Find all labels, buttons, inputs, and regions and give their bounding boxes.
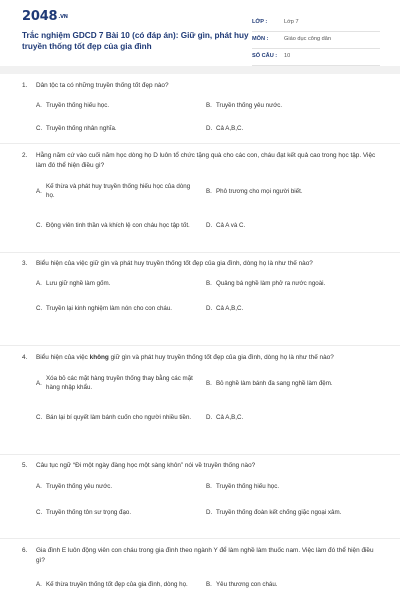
option-letter: D. xyxy=(206,413,213,421)
option-a[interactable] xyxy=(36,279,206,288)
option-row xyxy=(36,97,377,113)
option-letter: A. xyxy=(36,187,42,195)
question-text: Câu tục ngữ “Đi một ngày đàng học một sàng khôn” nói về truyền thống nào? xyxy=(36,462,256,469)
option-text: Động viên tinh thần và khích lệ con cháu học tập tốt. xyxy=(46,221,190,229)
option-d[interactable] xyxy=(206,304,376,313)
site-logo[interactable] xyxy=(22,9,68,24)
question-stem xyxy=(22,353,377,363)
option-row xyxy=(36,177,377,205)
option-letter: C. xyxy=(36,413,43,421)
option-letter: B. xyxy=(206,101,212,109)
question-text xyxy=(36,353,377,363)
option-letter: A. xyxy=(36,580,42,588)
meta-value: 10 xyxy=(284,53,291,59)
option-c[interactable] xyxy=(36,413,206,422)
option-b[interactable] xyxy=(206,379,376,388)
option-letter: B. xyxy=(206,187,212,195)
meta-row-subject xyxy=(252,32,380,49)
option-text: Truyền thống đoàn kết chống giặc ngoại xâm. xyxy=(216,508,342,516)
option-a[interactable] xyxy=(36,482,206,491)
option-text: Truyền thống hiếu học. xyxy=(216,482,280,490)
question-stem xyxy=(22,151,377,171)
option-d[interactable] xyxy=(206,413,376,422)
option-text: Lưu giữ nghề làm gốm. xyxy=(46,279,111,287)
option-row xyxy=(36,295,377,321)
question-separator xyxy=(0,538,400,539)
option-b[interactable] xyxy=(206,482,376,491)
question-separator xyxy=(0,454,400,455)
question-text-before: Biểu hiện của việc xyxy=(36,354,90,361)
option-row xyxy=(36,211,377,239)
option-row xyxy=(36,403,377,431)
logo-suffix: .VN xyxy=(58,13,68,20)
question-text: Gia đình E luôn động viên con cháu trong gia đình theo ngành Y để làm nghề làm thuốc nam. Việc làm đó thể hiện điều gì? xyxy=(36,547,374,564)
meta-label: SỐ CÂU : xyxy=(252,53,278,59)
question-number: 3. xyxy=(22,260,28,267)
option-a[interactable] xyxy=(36,101,206,110)
meta-value: Lớp 7 xyxy=(284,19,299,25)
option-d[interactable] xyxy=(206,124,376,133)
meta-row-grade xyxy=(252,15,380,32)
option-letter: A. xyxy=(36,379,42,387)
question-text: Dân tộc ta có những truyền thống tốt đẹp nào? xyxy=(36,82,169,89)
question-text-after: giữ gìn và phát huy truyền thống tốt đẹp của gia đình, dòng họ là như thế nào? xyxy=(108,354,334,361)
question-number: 4. xyxy=(22,354,28,361)
option-letter: B. xyxy=(206,379,212,387)
option-row xyxy=(36,369,377,397)
option-letter: C. xyxy=(36,508,43,516)
question-number: 1. xyxy=(22,82,28,89)
option-letter: A. xyxy=(36,279,42,287)
option-text: Cả A,B,C. xyxy=(216,124,244,132)
meta-label: MÔN : xyxy=(252,36,269,42)
option-b[interactable] xyxy=(206,279,376,288)
meta-value: Giáo dục công dân xyxy=(284,36,331,42)
question-separator xyxy=(0,252,400,253)
question-options xyxy=(36,177,377,239)
option-d[interactable] xyxy=(206,221,376,230)
option-text: Yêu thương con cháu. xyxy=(216,580,278,588)
option-letter: D. xyxy=(206,508,213,516)
question-options xyxy=(36,275,377,321)
header-divider xyxy=(0,66,400,74)
option-row xyxy=(36,572,377,596)
meta-row-count xyxy=(252,49,380,66)
question-text: Biểu hiện của việc giữ gìn và phát huy truyền thống tốt đẹp của gia đình, dòng họ là như thế nào? xyxy=(36,260,313,267)
option-a[interactable] xyxy=(36,580,206,589)
option-text: Cả A,B,C. xyxy=(216,304,244,312)
option-b[interactable] xyxy=(206,580,376,589)
option-c[interactable] xyxy=(36,304,206,313)
question-stem xyxy=(22,546,377,566)
question-separator xyxy=(0,345,400,346)
option-text: Quảng bá nghề làm phở ra nước ngoài. xyxy=(216,279,326,287)
document-title: Trắc nghiệm GDCD 7 Bài 10 (có đáp án): Giữ gìn, phát huy truyền thống tốt đẹp của gia đình xyxy=(22,31,249,51)
option-letter: C. xyxy=(36,124,43,132)
option-letter: D. xyxy=(206,304,213,312)
option-text: Truyền lại kinh nghiệm làm nón cho con cháu. xyxy=(46,304,172,312)
option-text: Cả A,B,C. xyxy=(216,413,244,421)
option-b[interactable] xyxy=(206,101,376,110)
question-options xyxy=(36,369,377,431)
option-text: Bỏ nghề làm bánh đa sang nghề làm đệm. xyxy=(216,379,333,387)
question-number: 6. xyxy=(22,547,28,554)
option-letter: D. xyxy=(206,124,213,132)
question-separator xyxy=(0,143,400,144)
question-options xyxy=(36,477,377,525)
meta-label: LỚP : xyxy=(252,19,268,25)
question-options xyxy=(36,97,377,136)
question-stem xyxy=(22,81,377,91)
document-header xyxy=(0,0,400,66)
option-row xyxy=(36,499,377,525)
option-text: Cả A và C. xyxy=(216,221,246,229)
option-text: Truyền thống tôn sư trọng đạo. xyxy=(46,508,132,516)
document-meta xyxy=(252,15,380,66)
question-number: 2. xyxy=(22,152,28,159)
option-text: Truyền thống hiếu học. xyxy=(46,101,110,109)
option-a[interactable] xyxy=(36,182,206,200)
option-letter: A. xyxy=(36,482,42,490)
option-c[interactable] xyxy=(36,221,206,230)
question-4 xyxy=(22,353,377,431)
question-number: 5. xyxy=(22,462,28,469)
question-stem xyxy=(22,259,377,269)
question-1 xyxy=(22,81,377,136)
option-letter: C. xyxy=(36,221,43,229)
option-row xyxy=(36,477,377,495)
option-text: Phô trương cho mọi người biết. xyxy=(216,187,303,195)
question-text: Hằng năm cứ vào cuối năm học dòng họ D luôn tổ chức tặng quà cho các con, cháu đạt kết quả cao trong học tập. Việc làm đó thể hiện điều gì? xyxy=(36,152,376,169)
option-text: Kế thừa và phát huy truyền thống hiếu học của dòng họ. xyxy=(46,183,191,199)
question-stem xyxy=(22,461,377,471)
logo-text: 2048 xyxy=(22,9,58,24)
question-3 xyxy=(22,259,377,321)
option-text: Bán lại bí quyết làm bánh cuốn cho người nhiều tiền. xyxy=(46,413,192,421)
option-letter: B. xyxy=(206,482,212,490)
question-5 xyxy=(22,461,377,525)
option-letter: C. xyxy=(36,304,43,312)
option-letter: D. xyxy=(206,221,213,229)
option-row xyxy=(36,120,377,136)
question-6 xyxy=(22,546,377,596)
option-text: Truyền thống yêu nước. xyxy=(46,482,113,490)
question-options xyxy=(36,572,377,596)
option-b[interactable] xyxy=(206,187,376,196)
option-letter: B. xyxy=(206,279,212,287)
option-text: Truyền thống nhân nghĩa. xyxy=(46,124,117,132)
option-c[interactable] xyxy=(36,124,206,133)
option-d[interactable] xyxy=(206,508,376,517)
option-text: Xóa bỏ các mặt hàng truyền thống thay bằng các mặt hàng nhập khẩu. xyxy=(46,375,193,391)
option-c[interactable] xyxy=(36,508,206,517)
question-text-emphasis: không xyxy=(89,354,109,361)
option-a[interactable] xyxy=(36,374,206,392)
option-letter: A. xyxy=(36,101,42,109)
option-letter: B. xyxy=(206,580,212,588)
option-text: Kế thừa truyền thống tốt đẹp của gia đình, dòng họ. xyxy=(46,580,188,588)
question-2 xyxy=(22,151,377,239)
option-row xyxy=(36,275,377,291)
option-text: Truyền thống yêu nước. xyxy=(216,101,283,109)
